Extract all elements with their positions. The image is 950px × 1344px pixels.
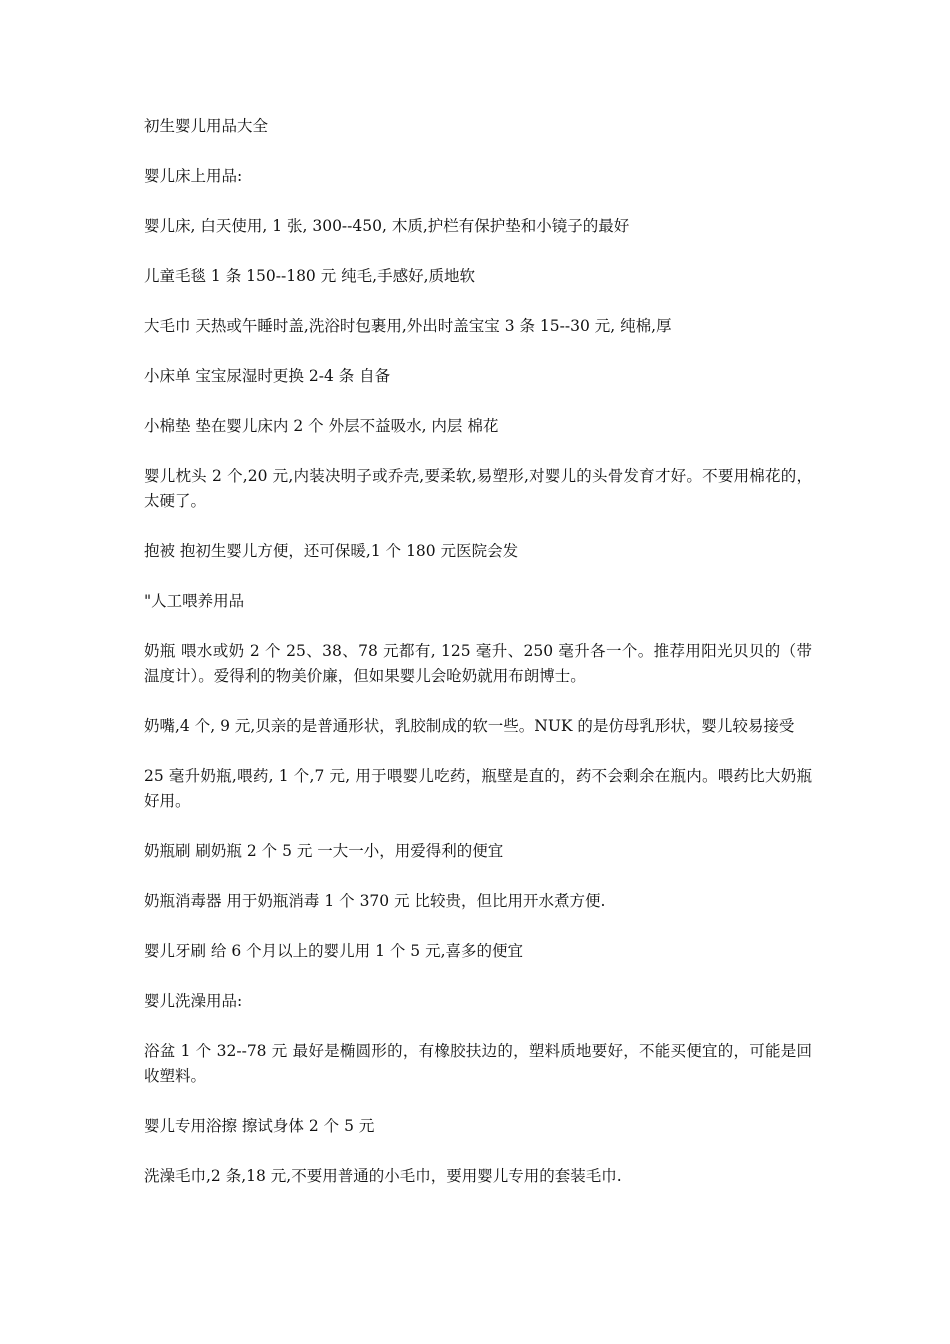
item-bath-scrub: 婴儿专用浴擦 擦试身体 2 个 5 元 bbox=[144, 1117, 375, 1135]
document-title: 初生婴儿用品大全 bbox=[144, 117, 269, 135]
section-heading-bedding: 婴儿床上用品: bbox=[144, 167, 243, 185]
item-pillow: 婴儿枕头 2 个,20 元,内装决明子或乔壳,要柔软,易塑形,对婴儿的头骨发育才好。不要用棉花的，太硬了。 bbox=[144, 467, 812, 510]
item-medicine-bottle: 25 毫升奶瓶,喂药, 1 个,7 元, 用于喂婴儿吃药，瓶壁是直的，药不会剩余在瓶内。喂药比大奶瓶好用。 bbox=[144, 767, 812, 810]
item-small-sheet: 小床单 宝宝尿湿时更换 2-4 条 自备 bbox=[144, 367, 391, 385]
item-bottle: 奶瓶 喂水或奶 2 个 25、38、78 元都有, 125 毫升、250 毫升各一个。推荐用阳光贝贝的（带温度计）。爱得利的物美价廉，但如果婴儿会呛奶就用布朗博士。 bbox=[144, 642, 812, 685]
item-nipple: 奶嘴,4 个, 9 元,贝亲的是普通形状，乳胶制成的软一些。NUK 的是仿母乳形状，婴儿较易接受 bbox=[144, 717, 795, 735]
document-body bbox=[144, 114, 812, 1214]
section-heading-bathing: 婴儿洗澡用品: bbox=[144, 992, 243, 1010]
item-large-towel: 大毛巾 天热或午睡时盖,洗浴时包裹用,外出时盖宝宝 3 条 15--30 元, 纯棉,厚 bbox=[144, 317, 672, 335]
item-toothbrush: 婴儿牙刷 给 6 个月以上的婴儿用 1 个 5 元,喜多的便宜 bbox=[144, 942, 524, 960]
item-cotton-pad: 小棉垫 垫在婴儿床内 2 个 外层不益吸水, 内层 棉花 bbox=[144, 417, 499, 435]
item-blanket: 儿童毛毯 1 条 150--180 元 纯毛,手感好,质地软 bbox=[144, 267, 475, 285]
item-crib: 婴儿床, 白天使用, 1 张, 300--450, 木质,护栏有保护垫和小镜子的最好 bbox=[144, 217, 630, 235]
item-bath-towel: 洗澡毛巾,2 条,18 元,不要用普通的小毛巾，要用婴儿专用的套装毛巾. bbox=[144, 1167, 622, 1185]
item-bathtub: 浴盆 1 个 32--78 元 最好是椭圆形的，有橡胶扶边的，塑料质地要好，不能买便宜的，可能是回收塑料。 bbox=[144, 1042, 812, 1085]
item-sterilizer: 奶瓶消毒器 用于奶瓶消毒 1 个 370 元 比较贵，但比用开水煮方便. bbox=[144, 892, 606, 910]
section-heading-feeding: "人工喂养用品 bbox=[144, 592, 245, 610]
item-swaddle: 抱被 抱初生婴儿方便，还可保暖,1 个 180 元医院会发 bbox=[144, 542, 519, 560]
item-bottle-brush: 奶瓶刷 刷奶瓶 2 个 5 元 一大一小，用爱得利的便宜 bbox=[144, 842, 504, 860]
